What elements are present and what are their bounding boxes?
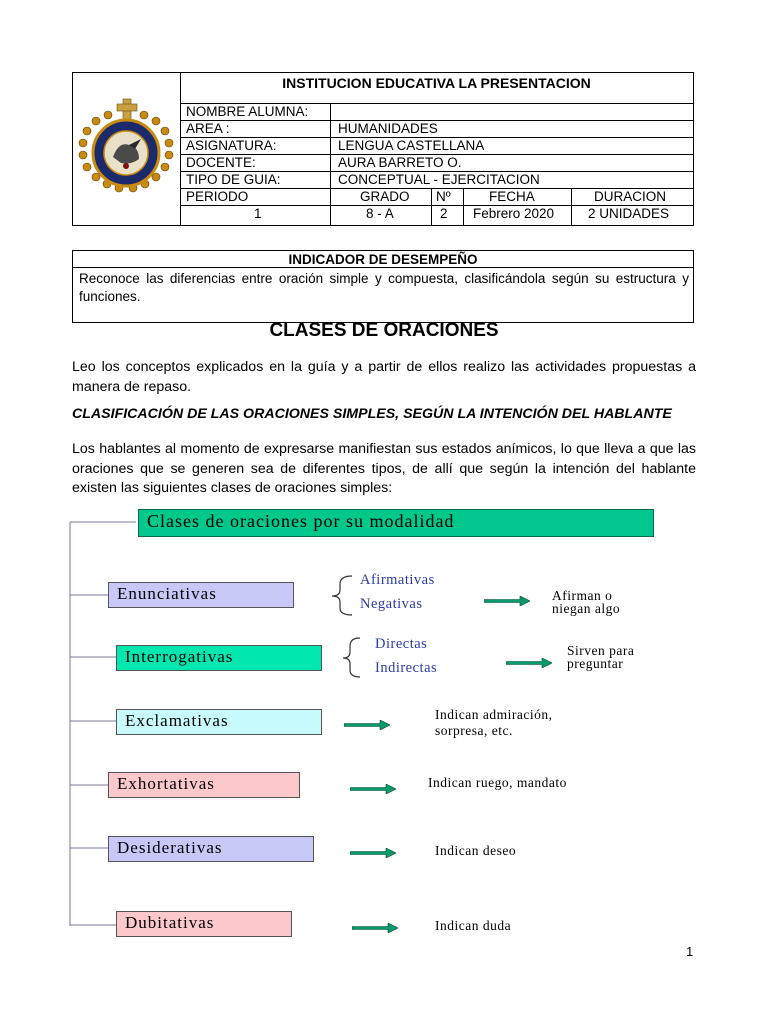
page-title: CLASES DE ORACIONES — [269, 320, 499, 341]
page-number: 1 — [686, 944, 694, 959]
col-grado: GRADO — [360, 189, 410, 204]
label-area: AREA : — [186, 121, 230, 136]
desc-dubitativas: Indican duda — [435, 918, 512, 933]
arrow-right-icon — [350, 784, 396, 794]
val-fecha: Febrero 2020 — [473, 206, 555, 221]
type-desiderativas: Desiderativas — [108, 836, 314, 862]
diagram-title: Clases de oraciones por su modalidad — [138, 509, 654, 537]
body-paragraph: Los hablantes al momento de expresarse manifiestan sus estados anímicos, lo que lleva a que las oraciones que se generen sea de diferentes tipos, de allí que según la intención del hablante existen las siguientes clases de oraciones simples: — [72, 441, 696, 496]
type-interrogativas: Interrogativas — [116, 645, 322, 671]
label-nombre: NOMBRE ALUMNA: — [186, 104, 309, 119]
desc-exclamativas-2: sorpresa, etc. — [435, 723, 513, 738]
label-tipo-guia: TIPO DE GUIA: — [186, 172, 281, 187]
col-fecha: FECHA — [489, 189, 535, 204]
arrow-right-icon — [484, 596, 530, 606]
arrow-right-icon — [350, 848, 396, 858]
type-exhortativas: Exhortativas — [108, 772, 300, 798]
subtype-negativas: Negativas — [360, 596, 423, 612]
intro-paragraph: Leo los conceptos explicados en la guía y a partir de ellos realizo las actividades propuestas a manera de repaso. — [72, 359, 696, 395]
value-asignatura: LENGUA CASTELLANA — [338, 138, 485, 153]
desc-interrogativas-2: preguntar — [567, 656, 624, 671]
subtype-directas: Directas — [375, 636, 428, 652]
brace-icon — [332, 576, 352, 615]
val-duracion: 2 UNIDADES — [588, 206, 670, 221]
indicator-text: Reconoce las diferencias entre oración simple y compuesta, clasificándola según su estructura y funciones. — [79, 271, 689, 304]
val-numero: 2 — [440, 206, 448, 221]
desc-exclamativas-1: Indican admiración, — [435, 707, 553, 722]
desc-exhortativas: Indican ruego, mandato — [428, 775, 567, 790]
desc-desiderativas: Indican deseo — [435, 843, 517, 858]
value-area: HUMANIDADES — [338, 121, 438, 136]
col-duracion: DURACION — [594, 189, 667, 204]
val-periodo: 1 — [254, 206, 262, 221]
col-periodo: PERIODO — [186, 189, 249, 204]
value-tipo-guia: CONCEPTUAL - EJERCITACION — [338, 172, 540, 187]
desc-enunciativas-2: niegan algo — [552, 601, 621, 616]
val-grado: 8 - A — [366, 206, 394, 221]
desc-interrogativas-1: Sirven para — [567, 643, 635, 658]
type-exclamativas: Exclamativas — [116, 709, 322, 735]
brace-icon — [343, 638, 360, 677]
arrow-right-icon — [506, 658, 552, 668]
subtype-afirmativas: Afirmativas — [360, 572, 435, 588]
institution-name: INSTITUCION EDUCATIVA LA PRESENTACION — [282, 75, 591, 91]
indicator-title: INDICADOR DE DESEMPEÑO — [288, 252, 478, 267]
subtype-indirectas: Indirectas — [375, 660, 438, 676]
type-enunciativas: Enunciativas — [108, 582, 294, 608]
type-dubitativas: Dubitativas — [116, 911, 292, 937]
col-numero: Nº — [436, 189, 451, 204]
arrow-right-icon — [344, 720, 390, 730]
label-docente: DOCENTE: — [186, 155, 256, 170]
label-asignatura: ASIGNATURA: — [186, 138, 277, 153]
arrow-right-icon — [352, 923, 398, 933]
section-subheading: CLASIFICACIÓN DE LAS ORACIONES SIMPLES, SEGÚN LA INTENCIÓN DEL HABLANTE — [72, 406, 672, 422]
value-docente: AURA BARRETO O. — [338, 155, 462, 170]
desc-enunciativas-1: Afirman o — [552, 588, 613, 603]
